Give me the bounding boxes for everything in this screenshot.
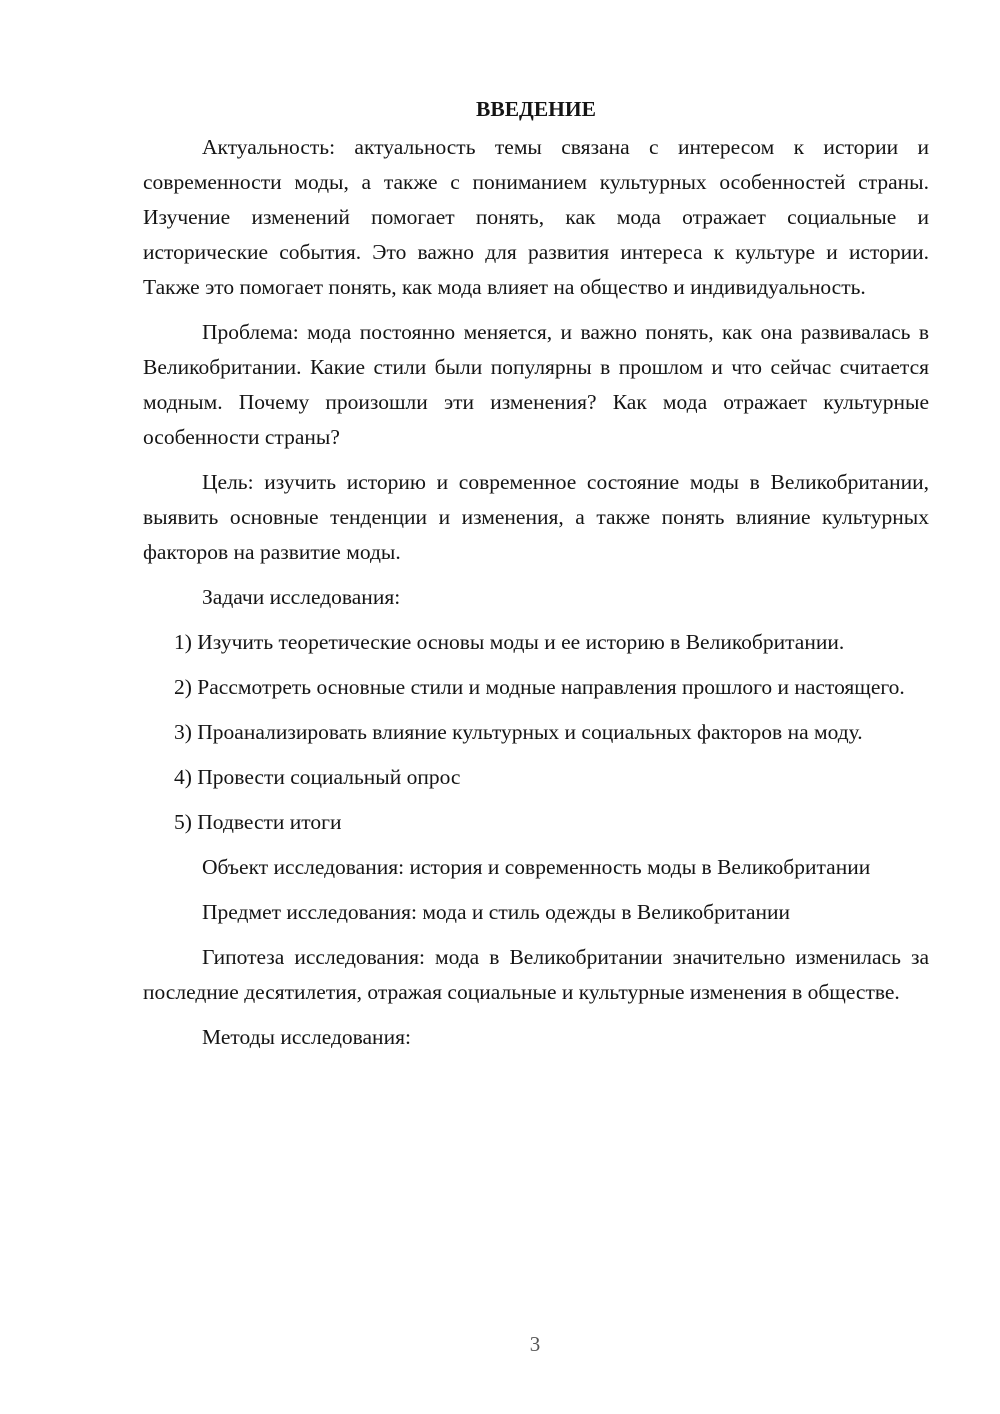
problem-paragraph: Проблема: мода постоянно меняется, и важно понять, как она развивалась в Великобритании. Какие стили были популярны в прошлом и что сейчас считается модным. Почему произошли эти изменения? Как мода отражает культурные особенности страны? — [143, 320, 929, 449]
task-item-3: 3) Проанализировать влияние культурных и социальных факторов на моду. — [174, 720, 863, 744]
task-item-2: 2) Рассмотреть основные стили и модные направления прошлого и настоящего. — [174, 675, 905, 699]
subject-paragraph: Предмет исследования: мода и стиль одежды в Великобритании — [202, 900, 791, 924]
object-paragraph: Объект исследования: история и современность моды в Великобритании — [202, 855, 871, 879]
methods-title: Методы исследования: — [202, 1025, 411, 1049]
task-item-4: 4) Провести социальный опрос — [174, 765, 461, 789]
goal-paragraph: Цель: изучить историю и современное состояние моды в Великобритании, выявить основные тенденции и изменения, а также понять влияние культурных факторов на развитие моды. — [143, 470, 929, 564]
page-number: 3 — [529, 1332, 541, 1356]
task-item-1: 1) Изучить теоретические основы моды и ее историю в Великобритании. — [174, 630, 845, 654]
task-item-5: 5) Подвести итоги — [174, 810, 342, 834]
document-page — [143, 92, 929, 1055]
hypothesis-paragraph: Гипотеза исследования: мода в Великобритании значительно изменилась за последние десятилетия, отражая социальные и культурные изменения в обществе. — [143, 945, 929, 1004]
page-title: ВВЕДЕНИЕ — [476, 97, 596, 121]
tasks-title: Задачи исследования: — [202, 585, 401, 609]
relevance-paragraph: Актуальность: актуальность темы связана с интересом к истории и современности моды, а также с пониманием культурных особенностей страны. Изучение изменений помогает понять, как мода отражает социальные и исторические события. Это важно для развития интереса к культуре и истории. Также это помогает понять, как мода влияет на общество и индивидуальность. — [143, 135, 929, 299]
